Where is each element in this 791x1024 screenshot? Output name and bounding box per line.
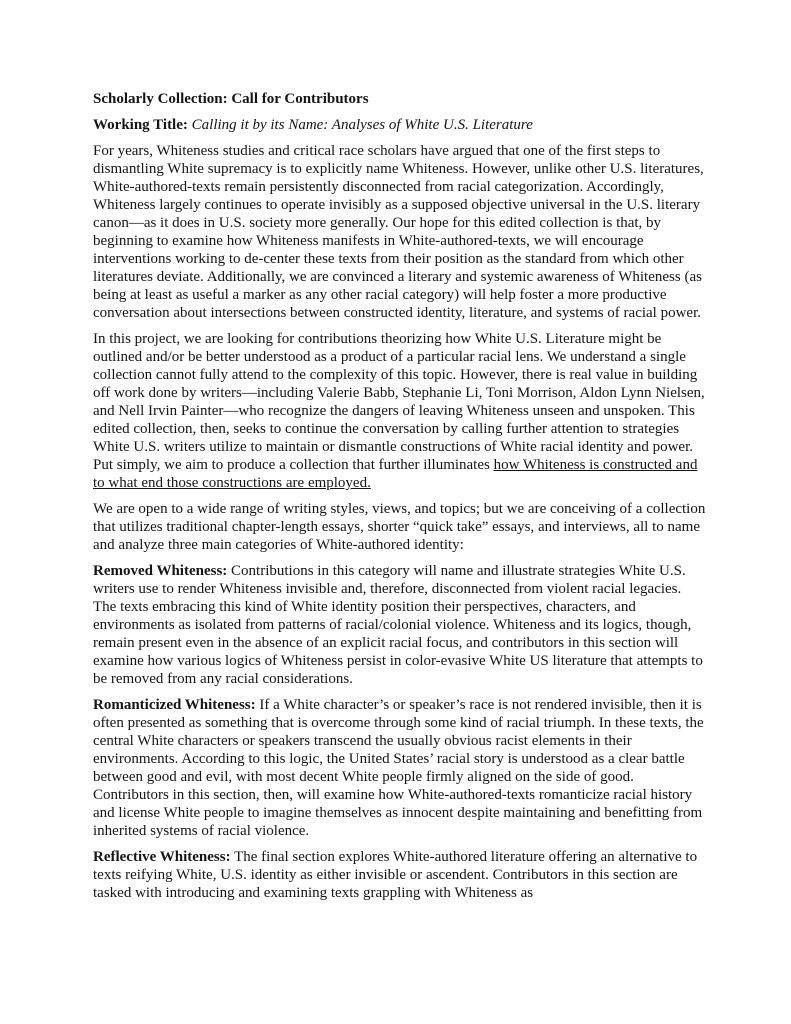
document-content (93, 90, 707, 910)
reflective-whiteness-paragraph (93, 848, 707, 902)
reflective-whiteness-text: The final section explores White-authored literature offering an alternative to texts reifying White, U.S. identity as either invisible or ascendent. Contributors in this section are tasked with introducing and examining texts grappling with Whiteness as (93, 849, 698, 901)
removed-whiteness-label: Removed Whiteness: (93, 563, 228, 579)
project-text: In this project, we are looking for contributions theorizing how White U.S. Literature might be outlined and/or be better understood as a product of a particular racial lens. We understand a single collection cannot fully attend to the complexity of this topic. However, there is real value in building off work done by writers—including Valerie Babb, Stephanie Li, Toni Morrison, Aldon Lynn Nielsen, and Nell Irvin Painter—who recognize the dangers of leaving Whiteness unseen and unspoken. This edited collection, then, seeks to continue the conversation by calling further attention to strategies White U.S. writers utilize to maintain or dismantle constructions of White racial identity and power. Put simply, we aim to produce a collection that further illuminates (93, 331, 705, 473)
document-heading (93, 90, 707, 108)
romanticized-whiteness-paragraph (93, 696, 707, 840)
scope-paragraph (93, 500, 707, 554)
heading-text: Scholarly Collection: Call for Contributors (93, 91, 369, 107)
removed-whiteness-paragraph (93, 562, 707, 688)
scope-text: We are open to a wide range of writing styles, views, and topics; but we are conceiving of a collection that utilizes traditional chapter-length essays, shorter “quick take” essays, and interviews, all to name and analyze three main categories of White-authored identity: (93, 501, 706, 553)
working-title-label: Working Title: (93, 117, 188, 133)
reflective-whiteness-label: Reflective Whiteness: (93, 849, 231, 865)
intro-paragraph (93, 142, 707, 322)
project-paragraph (93, 330, 707, 492)
working-title-value: Calling it by its Name: Analyses of White U.S. Literature (187, 117, 533, 133)
project-underlined-text: how Whiteness is constructed and to what end those constructions are employed. (93, 457, 698, 491)
removed-whiteness-text: Contributions in this category will name and illustrate strategies White U.S. writers use to render Whiteness invisible and, therefore, disconnected from violent racial legacies. The texts embracing this kind of White identity position their perspectives, characters, and environments as isolated from patterns of racial/colonial violence. Whiteness and its logics, though, remain present even in the absence of an explicit racial focus, and contributors in this section will examine how various logics of Whiteness persist in color-evasive White US literature that attempts to be removed from any racial considerations. (93, 563, 703, 687)
romanticized-whiteness-label: Romanticized Whiteness: (93, 697, 256, 713)
working-title-line (93, 116, 707, 134)
romanticized-whiteness-text: If a White character’s or speaker’s race is not rendered invisible, then it is often presented as something that is overcome through some kind of racial triumph. In these texts, the central White characters or speakers transcend the usually obvious racist elements in their environments. According to this logic, the United States’ racial story is understood as a clear battle between good and evil, with most decent White people firmly aligned on the side of good. Contributors in this section, then, will examine how White-authored-texts romanticize racial history and license White people to imagine themselves as innocent despite maintaining and benefitting from inherited systems of racial violence. (93, 697, 704, 839)
intro-text: For years, Whiteness studies and critical race scholars have argued that one of the first steps to dismantling White supremacy is to explicitly name Whiteness. However, unlike other U.S. literatures, White-authored-texts remain persistently disconnected from racial categorization. Accordingly, Whiteness largely continues to operate invisibly as a supposed objective universal in the U.S. literary canon—as it does in U.S. society more generally. Our hope for this edited collection is that, by beginning to examine how Whiteness manifests in White-authored-texts, we will encourage interventions working to de-center these texts from their position as the standard from which other literatures deviate. Additionally, we are convinced a literary and systemic awareness of Whiteness (as being at least as useful a marker as any other racial category) will help foster a more productive conversation about intersections between constructed identity, literature, and systems of racial power. (93, 143, 704, 321)
